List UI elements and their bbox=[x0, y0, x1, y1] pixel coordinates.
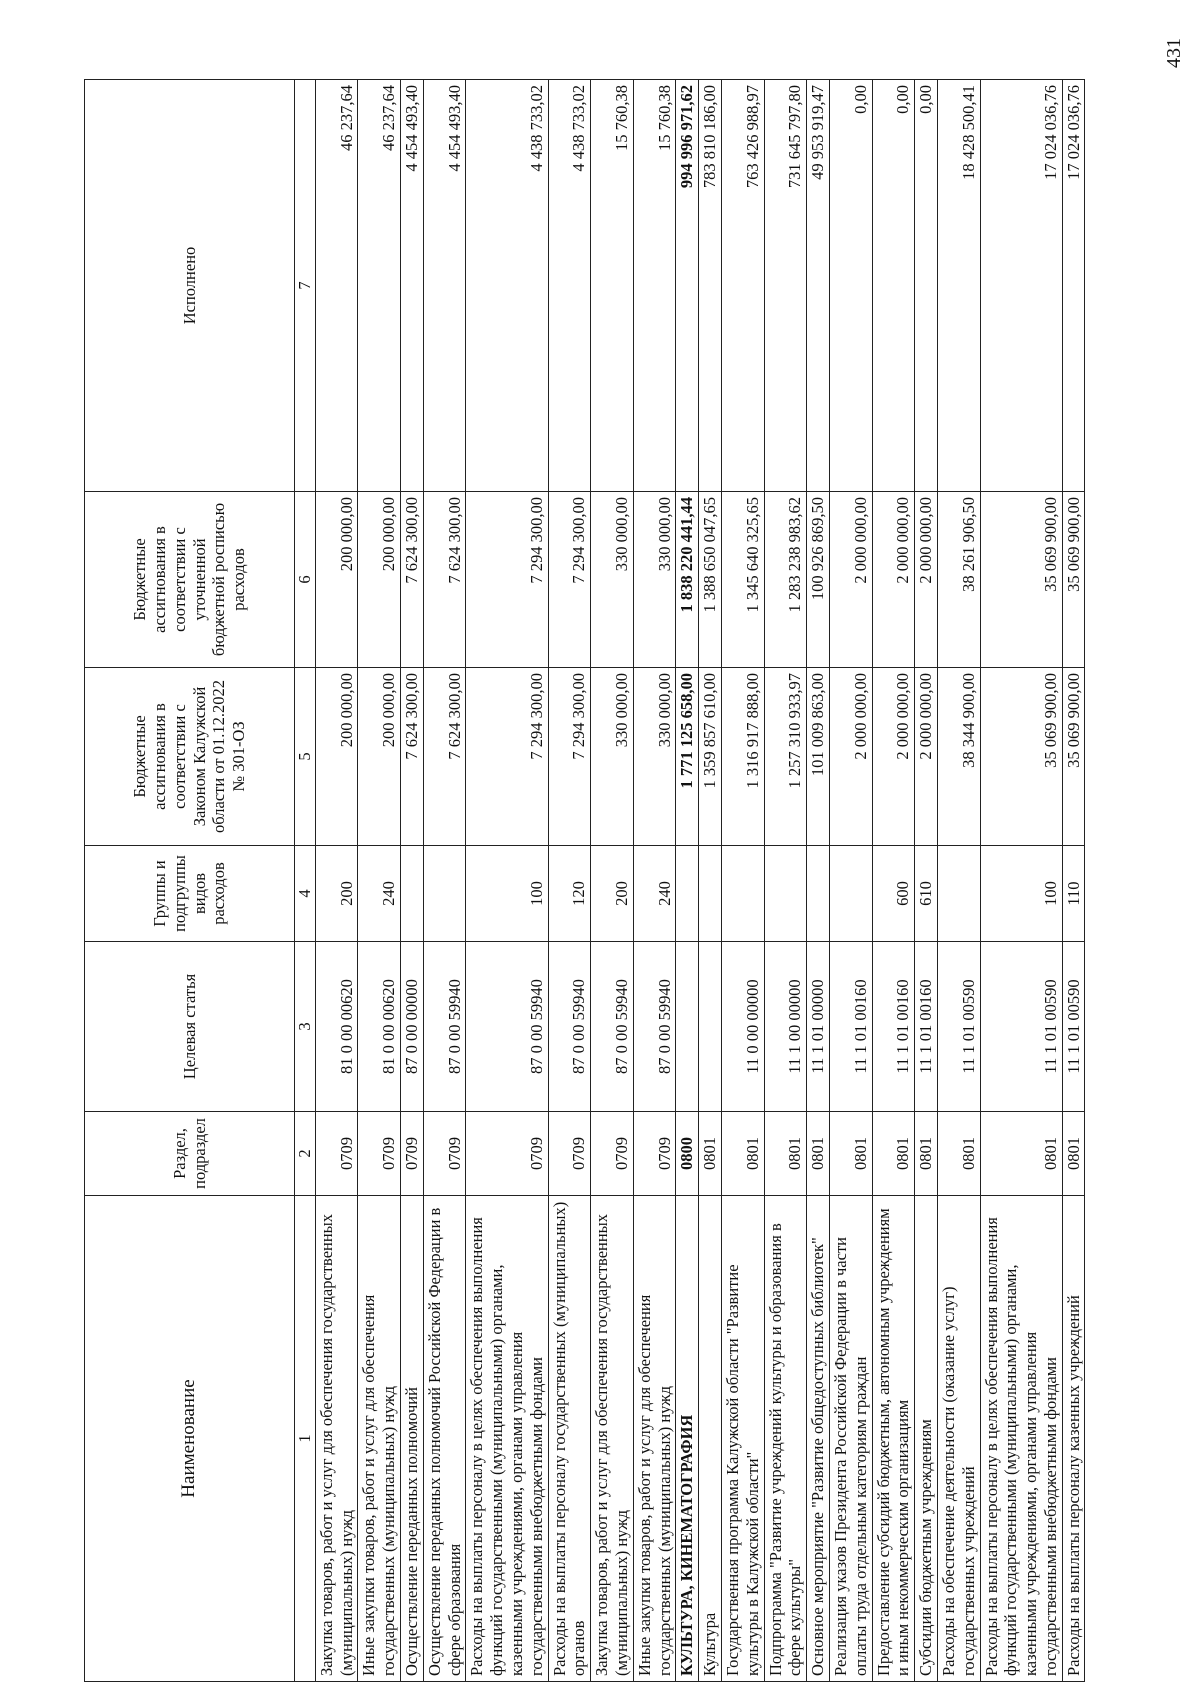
cell-article: 87 0 00 59940 bbox=[466, 942, 548, 1112]
cell-group bbox=[400, 846, 423, 942]
table-row bbox=[591, 80, 634, 1682]
cell-article: 11 1 01 00590 bbox=[980, 942, 1062, 1112]
cell-group bbox=[807, 846, 830, 942]
column-number: 5 bbox=[295, 668, 316, 846]
table-row bbox=[633, 80, 676, 1682]
cell-group: 120 bbox=[548, 846, 591, 942]
cell-name: КУЛЬТУРА, КИНЕМАТОГРАФИЯ bbox=[676, 1196, 699, 1682]
column-number: 6 bbox=[295, 492, 316, 668]
table-row bbox=[358, 80, 401, 1682]
cell-law: 330 000,00 bbox=[591, 668, 634, 846]
cell-refined: 7 624 300,00 bbox=[400, 492, 423, 668]
table-row bbox=[764, 80, 807, 1682]
table-row bbox=[829, 80, 872, 1682]
column-number: 7 bbox=[295, 80, 316, 492]
cell-refined: 2 000 000,00 bbox=[872, 492, 915, 668]
page-number: 431 bbox=[1163, 38, 1185, 68]
cell-article: 11 1 00 00000 bbox=[764, 942, 807, 1112]
cell-name: Закупка товаров, работ и услуг для обеспечения государственных (муниципальных) нужд bbox=[315, 1196, 358, 1682]
cell-section: 0801 bbox=[1062, 1112, 1085, 1196]
cell-name: Основное мероприятие "Развитие общедоступных библиотек" bbox=[807, 1196, 830, 1682]
cell-law: 1 316 917 888,00 bbox=[721, 668, 764, 846]
table-row bbox=[548, 80, 591, 1682]
cell-section: 0709 bbox=[423, 1112, 466, 1196]
cell-executed: 0,00 bbox=[915, 80, 938, 492]
cell-refined: 330 000,00 bbox=[591, 492, 634, 668]
column-number: 3 bbox=[295, 942, 316, 1112]
cell-name: Расходы на выплаты персоналу казенных учреждений bbox=[1062, 1196, 1085, 1682]
header-law: Бюджетные ассигнования в соответствии с Законом Калужской области от 01.12.2022 № 301-ОЗ bbox=[85, 668, 295, 846]
cell-section: 0801 bbox=[807, 1112, 830, 1196]
cell-refined: 38 261 906,50 bbox=[937, 492, 980, 668]
cell-article: 87 0 00 00000 bbox=[400, 942, 423, 1112]
cell-law: 1 257 310 933,97 bbox=[764, 668, 807, 846]
cell-executed: 17 024 036,76 bbox=[1062, 80, 1085, 492]
cell-law: 1 359 857 610,00 bbox=[699, 668, 722, 846]
header-executed: Исполнено bbox=[85, 80, 295, 492]
header-name: Наименование bbox=[85, 1196, 295, 1682]
cell-refined: 100 926 869,50 bbox=[807, 492, 830, 668]
cell-article: 11 1 01 00590 bbox=[937, 942, 980, 1112]
cell-name: Предоставление субсидий бюджетным, автономным учреждениям и иным некоммерческим организациям bbox=[872, 1196, 915, 1682]
header-section: Раздел, подраздел bbox=[85, 1112, 295, 1196]
cell-article: 81 0 00 00620 bbox=[315, 942, 358, 1112]
cell-group bbox=[423, 846, 466, 942]
cell-law: 200 000,00 bbox=[358, 668, 401, 846]
table-row bbox=[466, 80, 548, 1682]
cell-group bbox=[937, 846, 980, 942]
cell-executed: 0,00 bbox=[872, 80, 915, 492]
cell-section: 0709 bbox=[548, 1112, 591, 1196]
cell-article: 11 1 01 00160 bbox=[829, 942, 872, 1112]
cell-refined: 2 000 000,00 bbox=[829, 492, 872, 668]
table-row bbox=[423, 80, 466, 1682]
cell-group: 610 bbox=[915, 846, 938, 942]
cell-law: 101 009 863,00 bbox=[807, 668, 830, 846]
cell-name: Государственная программа Калужской области "Развитие культуры в Калужской области" bbox=[721, 1196, 764, 1682]
cell-executed: 18 428 500,41 bbox=[937, 80, 980, 492]
cell-executed: 17 024 036,76 bbox=[980, 80, 1062, 492]
cell-group: 200 bbox=[315, 846, 358, 942]
cell-section: 0709 bbox=[400, 1112, 423, 1196]
cell-executed: 15 760,38 bbox=[633, 80, 676, 492]
cell-name: Расходы на обеспечение деятельности (оказание услуг) государственных учреждений bbox=[937, 1196, 980, 1682]
column-number: 2 bbox=[295, 1112, 316, 1196]
table-row bbox=[1062, 80, 1085, 1682]
cell-executed: 4 454 493,40 bbox=[400, 80, 423, 492]
cell-executed: 731 645 797,80 bbox=[764, 80, 807, 492]
cell-law: 2 000 000,00 bbox=[872, 668, 915, 846]
cell-executed: 783 810 186,00 bbox=[699, 80, 722, 492]
cell-section: 0801 bbox=[980, 1112, 1062, 1196]
cell-group: 100 bbox=[466, 846, 548, 942]
cell-executed: 46 237,64 bbox=[315, 80, 358, 492]
cell-name: Расходы на выплаты персоналу в целях обеспечения выполнения функций государственными (муниципальными) органами, казенными учреждениями, органами управления государственными внебюджетными фондами bbox=[466, 1196, 548, 1682]
table-row bbox=[315, 80, 358, 1682]
cell-section: 0709 bbox=[358, 1112, 401, 1196]
cell-group bbox=[829, 846, 872, 942]
cell-name: Иные закупки товаров, работ и услуг для обеспечения государственных (муниципальных) нужд bbox=[358, 1196, 401, 1682]
cell-refined: 1 388 650 047,65 bbox=[699, 492, 722, 668]
cell-law: 7 624 300,00 bbox=[423, 668, 466, 846]
cell-group bbox=[721, 846, 764, 942]
cell-article: 87 0 00 59940 bbox=[591, 942, 634, 1112]
rotated-table-area bbox=[84, 80, 1181, 1682]
cell-executed: 15 760,38 bbox=[591, 80, 634, 492]
cell-section: 0800 bbox=[676, 1112, 699, 1196]
cell-name: Закупка товаров, работ и услуг для обеспечения государственных (муниципальных) нужд bbox=[591, 1196, 634, 1682]
table-row bbox=[721, 80, 764, 1682]
column-number: 4 bbox=[295, 846, 316, 942]
cell-group bbox=[764, 846, 807, 942]
table-row bbox=[699, 80, 722, 1682]
cell-name: Культура bbox=[699, 1196, 722, 1682]
table-body bbox=[295, 80, 1085, 1682]
cell-name: Осуществление переданных полномочий Российской Федерации в сфере образования bbox=[423, 1196, 466, 1682]
table-row bbox=[937, 80, 980, 1682]
cell-law: 7 294 300,00 bbox=[548, 668, 591, 846]
cell-name: Расходы на выплаты персоналу государственных (муниципальных) органов bbox=[548, 1196, 591, 1682]
cell-section: 0709 bbox=[466, 1112, 548, 1196]
cell-section: 0801 bbox=[937, 1112, 980, 1196]
cell-section: 0709 bbox=[633, 1112, 676, 1196]
cell-section: 0801 bbox=[829, 1112, 872, 1196]
cell-article: 11 1 01 00000 bbox=[807, 942, 830, 1112]
cell-group: 240 bbox=[358, 846, 401, 942]
table-row bbox=[676, 80, 699, 1682]
cell-name: Реализация указов Президента Российской Федерации в части оплаты труда отдельным категориям граждан bbox=[829, 1196, 872, 1682]
cell-name: Субсидии бюджетным учреждениям bbox=[915, 1196, 938, 1682]
cell-group: 200 bbox=[591, 846, 634, 942]
cell-section: 0801 bbox=[872, 1112, 915, 1196]
header-row bbox=[85, 80, 295, 1682]
cell-section: 0801 bbox=[699, 1112, 722, 1196]
table-row bbox=[400, 80, 423, 1682]
cell-executed: 46 237,64 bbox=[358, 80, 401, 492]
cell-section: 0801 bbox=[721, 1112, 764, 1196]
cell-refined: 200 000,00 bbox=[315, 492, 358, 668]
cell-article: 87 0 00 59940 bbox=[548, 942, 591, 1112]
cell-law: 7 294 300,00 bbox=[466, 668, 548, 846]
cell-refined: 1 345 640 325,65 bbox=[721, 492, 764, 668]
cell-refined: 1 838 220 441,44 bbox=[676, 492, 699, 668]
cell-law: 330 000,00 bbox=[633, 668, 676, 846]
cell-refined: 7 294 300,00 bbox=[466, 492, 548, 668]
cell-refined: 330 000,00 bbox=[633, 492, 676, 668]
header-group: Группы и подгруппы видов расходов bbox=[85, 846, 295, 942]
cell-name: Осуществление переданных полномочий bbox=[400, 1196, 423, 1682]
cell-refined: 7 294 300,00 bbox=[548, 492, 591, 668]
cell-refined: 2 000 000,00 bbox=[915, 492, 938, 668]
cell-article: 11 1 01 00160 bbox=[915, 942, 938, 1112]
table-row bbox=[980, 80, 1062, 1682]
cell-article: 87 0 00 59940 bbox=[423, 942, 466, 1112]
cell-section: 0709 bbox=[315, 1112, 358, 1196]
cell-law: 1 771 125 658,00 bbox=[676, 668, 699, 846]
cell-article bbox=[676, 942, 699, 1112]
cell-refined: 7 624 300,00 bbox=[423, 492, 466, 668]
cell-law: 2 000 000,00 bbox=[829, 668, 872, 846]
cell-name: Подпрограмма "Развитие учреждений культуры и образования в сфере культуры" bbox=[764, 1196, 807, 1682]
column-number: 1 bbox=[295, 1196, 316, 1682]
cell-law: 35 069 900,00 bbox=[980, 668, 1062, 846]
cell-law: 35 069 900,00 bbox=[1062, 668, 1085, 846]
cell-group bbox=[699, 846, 722, 942]
cell-section: 0801 bbox=[915, 1112, 938, 1196]
cell-law: 200 000,00 bbox=[315, 668, 358, 846]
cell-group: 240 bbox=[633, 846, 676, 942]
budget-table bbox=[84, 79, 1085, 1682]
cell-executed: 994 996 971,62 bbox=[676, 80, 699, 492]
cell-executed: 49 953 919,47 bbox=[807, 80, 830, 492]
cell-executed: 4 438 733,02 bbox=[466, 80, 548, 492]
cell-section: 0801 bbox=[764, 1112, 807, 1196]
cell-group: 110 bbox=[1062, 846, 1085, 942]
cell-group: 100 bbox=[980, 846, 1062, 942]
table-row bbox=[872, 80, 915, 1682]
cell-section: 0709 bbox=[591, 1112, 634, 1196]
cell-law: 7 624 300,00 bbox=[400, 668, 423, 846]
cell-name: Иные закупки товаров, работ и услуг для обеспечения государственных (муниципальных) нужд bbox=[633, 1196, 676, 1682]
cell-article: 81 0 00 00620 bbox=[358, 942, 401, 1112]
cell-group bbox=[676, 846, 699, 942]
cell-refined: 200 000,00 bbox=[358, 492, 401, 668]
table-row bbox=[915, 80, 938, 1682]
cell-refined: 35 069 900,00 bbox=[980, 492, 1062, 668]
cell-executed: 4 454 493,40 bbox=[423, 80, 466, 492]
table-row bbox=[807, 80, 830, 1682]
cell-law: 38 344 900,00 bbox=[937, 668, 980, 846]
cell-name: Расходы на выплаты персоналу в целях обеспечения выполнения функций государственными (муниципальными) органами, казенными учреждениями, органами управления государственными внебюджетными фондами bbox=[980, 1196, 1062, 1682]
header-refined: Бюджетные ассигнования в соответствии с уточненной бюджетной росписью расходов bbox=[85, 492, 295, 668]
cell-executed: 0,00 bbox=[829, 80, 872, 492]
cell-article: 11 1 01 00160 bbox=[872, 942, 915, 1112]
cell-article bbox=[699, 942, 722, 1112]
cell-article: 87 0 00 59940 bbox=[633, 942, 676, 1112]
cell-article: 11 0 00 00000 bbox=[721, 942, 764, 1112]
cell-executed: 4 438 733,02 bbox=[548, 80, 591, 492]
column-number-row bbox=[295, 80, 316, 1682]
cell-article: 11 1 01 00590 bbox=[1062, 942, 1085, 1112]
cell-executed: 763 426 988,97 bbox=[721, 80, 764, 492]
header-article: Целевая статья bbox=[85, 942, 295, 1112]
cell-law: 2 000 000,00 bbox=[915, 668, 938, 846]
cell-refined: 35 069 900,00 bbox=[1062, 492, 1085, 668]
cell-group: 600 bbox=[872, 846, 915, 942]
cell-refined: 1 283 238 983,62 bbox=[764, 492, 807, 668]
